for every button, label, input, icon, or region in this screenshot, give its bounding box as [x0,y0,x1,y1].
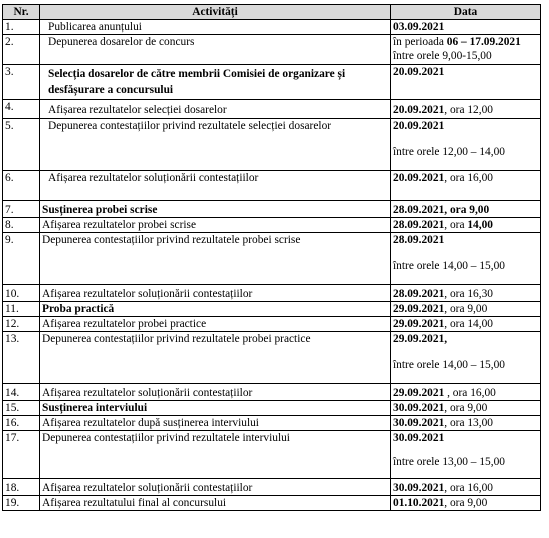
row-nr: 12. [3,317,40,332]
table-row [3,201,541,218]
date-time: , ora 12,00 [444,104,493,116]
header-activitati: Activități [40,5,391,20]
schedule-table [2,4,541,511]
row-date: 20.09.2021 [391,65,541,100]
table-row [3,218,541,233]
date-range: 06 – 17.09.2021 [446,36,521,48]
row-nr: 1. [3,20,40,35]
date-hours: între orele 14,00 – 15,00 [393,260,505,272]
row-activity: Afișarea rezultatelor după susținerea interviului [40,416,391,431]
row-nr: 11. [3,302,40,317]
row-activity: Afișarea rezultatelor soluționării contestațiilor [40,285,391,302]
row-date [391,302,541,317]
row-activity: Afișarea rezultatelor selecției dosarelor [40,100,391,119]
date-value: 29.09.2021 [393,303,445,315]
table-row [3,317,541,332]
row-date [391,332,541,384]
row-date [391,431,541,479]
date-hours: între orele 12,00 – 14,00 [393,146,505,158]
date-value: 30.09.2021 [393,432,445,444]
row-date [391,35,541,65]
table-row [3,401,541,416]
table-row [3,20,541,35]
table-row [3,416,541,431]
table-row [3,35,541,65]
row-nr: 17. [3,431,40,479]
date-value: 29.09.2021 [393,318,445,330]
table-row [3,332,541,384]
date-time: , ora 16,00 [444,387,496,399]
row-activity: Depunerea contestațiilor privind rezultatele selecției dosarelor [40,119,391,171]
table-row [3,479,541,496]
date-hour: 14,00 [467,219,493,231]
row-activity: Afișarea rezultatelor probei scrise [40,218,391,233]
date-value: 20.09.2021 [393,120,445,132]
date-time: , ora 14,00 [444,318,493,330]
date-time: , ora 16,30 [444,288,493,300]
date-value: 30.09.2021 [393,482,445,494]
date-time: , ora 9,00 [444,402,488,414]
row-activity: Depunerea dosarelor de concurs [40,35,391,65]
date-value: 30.09.2021 [393,417,445,429]
row-activity: Afișarea rezultatelor soluționării contestațiilor [40,479,391,496]
row-activity: Susținerea interviului [40,401,391,416]
date-value: 29.09.2021 [393,387,445,399]
row-activity: Afișarea rezultatelor soluționării contestațiilor [40,171,391,201]
row-date [391,201,541,218]
table-row [3,384,541,401]
date-value: 28.09.2021 [393,288,445,300]
date-time: , ora 9,00 [444,204,490,216]
row-date [391,479,541,496]
row-date [391,285,541,302]
row-nr: 3. [3,65,40,100]
row-nr: 8. [3,218,40,233]
row-activity: Publicarea anunțului [40,20,391,35]
row-nr: 4. [3,100,40,119]
row-date [391,233,541,285]
date-hours: între orele 13,00 – 15,00 [393,456,505,468]
table-row [3,65,541,100]
date-time: , ora 16,00 [444,172,493,184]
row-activity: Afișarea rezultatelor probei practice [40,317,391,332]
row-activity: Afișarea rezultatelor soluționării contestațiilor [40,384,391,401]
header-data: Data [391,5,541,20]
row-date [391,119,541,171]
row-activity: Depunerea contestațiilor privind rezultatele probei scrise [40,233,391,285]
row-nr: 13. [3,332,40,384]
table-row [3,496,541,511]
row-nr: 16. [3,416,40,431]
row-date [391,100,541,119]
row-nr: 19. [3,496,40,511]
row-activity: Depunerea contestațiilor privind rezultatele interviului [40,431,391,479]
row-date [391,496,541,511]
row-activity: Afișarea rezultatului final al concursului [40,496,391,511]
date-value: 28.09.2021 [393,234,445,246]
row-nr: 7. [3,201,40,218]
date-hours: între orele 14,00 – 15,00 [393,359,505,371]
table-row [3,285,541,302]
date-value: 30.09.2021 [393,402,445,414]
row-activity: Proba practică [40,302,391,317]
row-date [391,416,541,431]
date-time: , ora 9,00 [444,497,488,509]
date-hours: între orele 9,00-15,00 [393,50,492,62]
table-row [3,171,541,201]
date-value: 20.09.2021 [393,104,445,116]
date-time: , ora 9,00 [444,303,488,315]
table-row [3,233,541,285]
date-value: 29.09.2021, [393,333,448,345]
row-nr: 5. [3,119,40,171]
row-nr: 18. [3,479,40,496]
row-date [391,384,541,401]
table-row [3,100,541,119]
date-value: 20.09.2021 [393,172,445,184]
date-time: , ora [444,219,468,231]
date-value: 28.09.2021 [393,204,445,216]
date-prefix: în perioada [393,36,447,48]
row-date [391,401,541,416]
row-nr: 10. [3,285,40,302]
row-date [391,171,541,201]
table-row [3,431,541,479]
row-activity: Depunerea contestațiilor privind rezultatele probei practice [40,332,391,384]
row-date: 03.09.2021 [391,20,541,35]
row-nr: 15. [3,401,40,416]
date-value: 01.10.2021 [393,497,445,509]
row-date [391,218,541,233]
row-nr: 6. [3,171,40,201]
date-time: , ora 13,00 [444,417,493,429]
row-activity: Susținerea probei scrise [40,201,391,218]
row-nr: 9. [3,233,40,285]
table-row [3,119,541,171]
date-time: , ora 16,00 [444,482,493,494]
header-row [3,5,541,20]
date-value: 28.09.2021 [393,219,445,231]
table-row [3,302,541,317]
row-nr: 2. [3,35,40,65]
row-date [391,317,541,332]
header-nr: Nr. [3,5,40,20]
row-activity: Selecția dosarelor de către membrii Comisiei de organizare și desfășurare a concursului [40,65,391,100]
row-nr: 14. [3,384,40,401]
